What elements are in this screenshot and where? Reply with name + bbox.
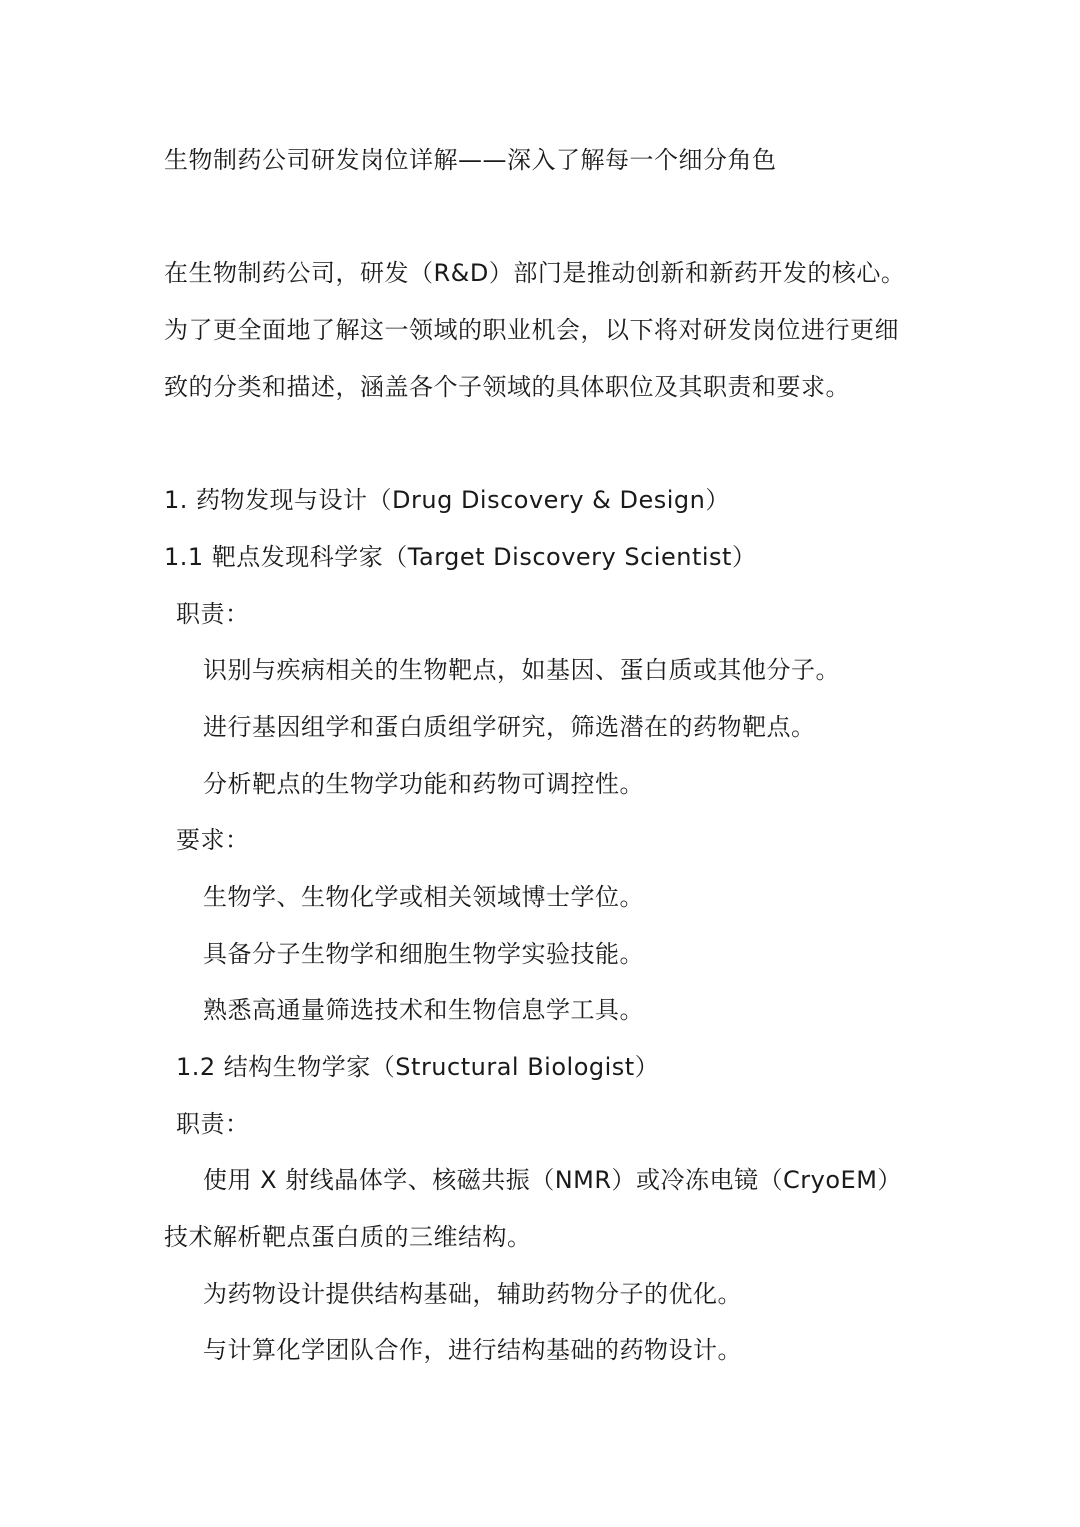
duty-item: 为药物设计提供结构基础，辅助药物分子的优化。 — [203, 1280, 742, 1308]
duty-item: 使用 X 射线晶体学、核磁共振（NMR）或冷冻电镜（CryoEM） — [203, 1166, 902, 1194]
duty-item: 与计算化学团队合作，进行结构基础的药物设计。 — [203, 1336, 742, 1364]
duty-item: 识别与疾病相关的生物靶点，如基因、蛋白质或其他分子。 — [203, 656, 840, 684]
document-title: 生物制药公司研发岗位详解——深入了解每一个细分角色 — [164, 146, 777, 174]
subsection-1-1-heading: 1.1 靶点发现科学家（Target Discovery Scientist） — [164, 543, 757, 571]
requirement-item: 生物学、生物化学或相关领域博士学位。 — [203, 883, 644, 911]
duties-label: 职责： — [176, 600, 250, 628]
requirements-label: 要求： — [176, 826, 250, 854]
intro-line-3: 致的分类和描述，涵盖各个子领域的具体职位及其职责和要求。 — [164, 373, 850, 401]
subsection-1-2-heading: 1.2 结构生物学家（Structural Biologist） — [176, 1053, 660, 1081]
duties-label: 职责： — [176, 1110, 250, 1138]
intro-line-1: 在生物制药公司，研发（R&D）部门是推动创新和新药开发的核心。 — [164, 259, 906, 287]
requirement-item: 熟悉高通量筛选技术和生物信息学工具。 — [203, 996, 644, 1024]
duty-item: 进行基因组学和蛋白质组学研究，筛选潜在的药物靶点。 — [203, 713, 816, 741]
section-1-heading: 1. 药物发现与设计（Drug Discovery & Design） — [164, 486, 730, 514]
duty-item-continuation: 技术解析靶点蛋白质的三维结构。 — [164, 1223, 532, 1251]
requirement-item: 具备分子生物学和细胞生物学实验技能。 — [203, 940, 644, 968]
duty-item: 分析靶点的生物学功能和药物可调控性。 — [203, 770, 644, 798]
intro-line-2: 为了更全面地了解这一领域的职业机会，以下将对研发岗位进行更细 — [164, 316, 899, 344]
